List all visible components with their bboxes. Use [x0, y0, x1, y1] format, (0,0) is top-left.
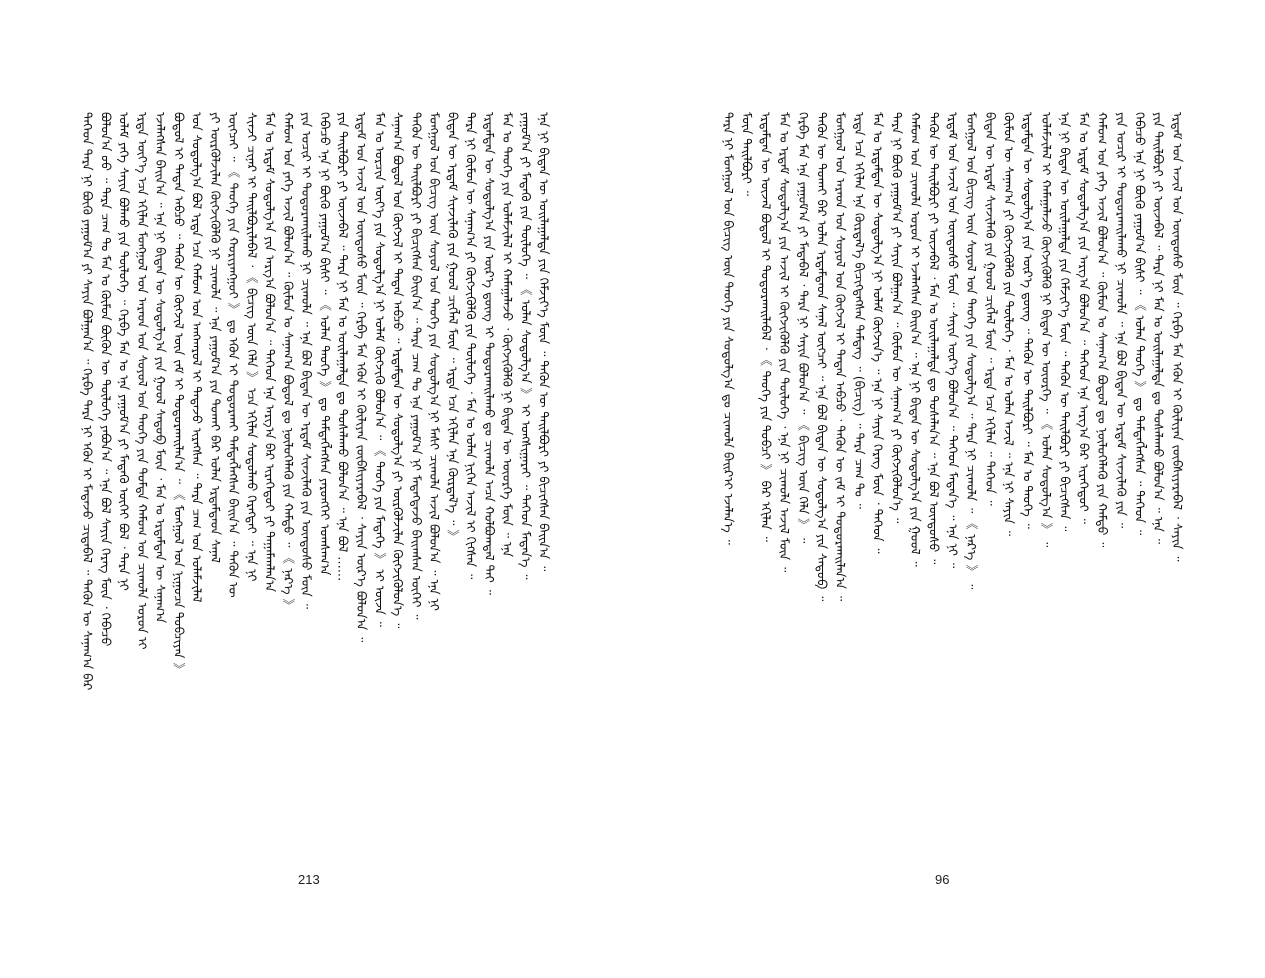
text-column: ᠮᠠᠨ ᠤ ᠡᠷᠳᠡᠮ ᠰᠤᠳᠤᠯᠭ᠎ᠠ ᠶᠢᠨ ᠠᠷᠭ᠎ᠠ ᠪᠣᠯᠤᠨ᠎ᠠ ᠃ ᠲᠡᠭᠡᠳ ᠡᠨᠡ ᠠᠷᠭ᠎ᠠ ᠪᠠᠷ ᠢᠷᠡᠭᠡᠳᠦᠢ ᠃: [1076, 112, 1092, 524]
text-column: ᠬᠡᠷᠪᠡ ᠮᠠᠨ ᠡᠨᠡ ᠶᠠᠭᠤᠮ᠎ᠠ ᠶᠢ ᠮᠡᠳᠡᠪᠡᠯ ᠂ ᠲᠡᠷᠡ ᠨᠢ ᠰᠠᠶᠢᠨ ᠪᠣᠯᠤᠨ᠎ᠠ ᠃ 《 ᠪᠢᠴᠢᠭ ᠦᠨ ᠬᠡᠯᠡ 》 ᠃: [795, 112, 811, 544]
text-column: ᠪᠣᠯᠤᠨ᠎ᠠ ᠦᠦ ᠃ ᠲᠡᠷᠡ ᠴᠠᠭ ᠲᠤ ᠮᠠᠨ ᠤ ᠬᠦᠮᠦᠨ ᠪᠦᠬᠦᠨ ᠦ ᠲᠦᠯᠦᠭᠡ ᠶᠠᠪᠤᠨ᠎ᠠ ᠃ ᠡᠨᠡ ᠪᠣᠯ ᠰᠠᠶᠢᠨ ᠬᠡᠷᠡᠭ ᠮᠦᠨ ᠂ ᠭᠡᠪᠡᠴᠦ: [98, 112, 114, 647]
text-column: ᠡᠷᠲᠡ ᠡᠴᠡ ᠡᠬᠢᠯᠡᠨ ᠡᠨᠡ ᠬᠦᠷᠲᠡᠯ᠎ᠡ ᠪᠢᠴᠢᠭᠳᠡᠭᠰᠡᠨ ᠲᠡᠮᠳᠡᠭ ᠃ (ᠪᠢᠴᠢᠭ) ᠃ ᠲᠡᠷᠡ ᠴᠠᠭ ᠲᠤ ᠃: [851, 112, 867, 509]
text-column: ᠬᠠᠮᠤᠭ ᠤᠨ ᠶᠡᠬᠡ ᠠᠵᠢᠯ ᠪᠣᠯᠤᠨ᠎ᠠ ᠃ ᠬᠦᠮᠦᠨ ᠤ ᠰᠠᠨᠠᠭ᠎ᠠ ᠪᠣᠳᠤᠯ ᠳᠤ ᠨᠥᠯᠦᠭᠡᠯᠡᠬᠦ ᠶᠢᠨ ᠬᠠᠮᠲᠤ ᠃: [1095, 112, 1111, 548]
text-column: ᠤᠨ ᠰᠤᠳᠤᠯᠭ᠎ᠠ ᠪᠣᠯ ᠡᠷᠲᠡ ᠡᠴᠡ ᠬᠠᠮᠤᠭ ᠤᠨ ᠠᠩᠬᠠᠷᠤᠯ ᠢ ᠲᠠᠲᠠᠵᠤ ᠢᠷᠡᠭᠰᠡᠨ ᠃ ᠲᠡᠷᠡ ᠴᠠᠭ ᠤᠨ ᠤᠯᠠᠮᠵᠢᠯᠠᠯ: [189, 112, 205, 603]
right-page: [633, 0, 1265, 978]
text-column: ᠭᠡᠪᠡᠴᠦ ᠡᠨᠡ ᠨᠢ ᠪᠦᠬᠦ ᠶᠠᠭᠤᠮ᠎ᠠ ᠪᠢᠰᠢ ᠃ 《 ᠣᠯᠠᠨ ᠲᠡᠦᠬᠡ 》 ᠳᠤ ᠲᠡᠮᠳᠡᠭᠯᠡᠭᠰᠡᠨ ᠃ ᠲᠡᠭᠡᠳ ᠃: [1132, 112, 1148, 536]
text-column: ᠶᠢ ᠦᠷᠭᠦᠯᠵᠢᠯᠡᠨ ᠬᠥᠭᠵᠢᠭᠦᠯᠬᠦ ᠨᠢ ᠴᠢᠬᠤᠯᠠ ᠃ ᠡᠨᠡ ᠶᠠᠭᠤᠮ᠎ᠠ ᠶᠢᠨ ᠲᠤᠬᠠᠢ ᠪᠠᠷ ᠣᠯᠠᠨ ᠡᠷᠳᠡᠮᠲᠡᠳ ᠰᠠᠨᠠᠯ: [207, 112, 223, 563]
text-column: ᠲᠡᠭᠦᠨ ᠦ ᠲᠠᠢᠯᠪᠤᠷᠢ ᠶᠢ ᠦᠵᠡᠪᠡᠯ ᠂ ᠮᠠᠨ ᠤ ᠣᠢᠯᠠᠭᠠᠯᠲᠠ ᠳᠤ ᠲᠤᠰᠠᠯᠠᠨ᠎ᠠ ᠃ ᠡᠨᠡ ᠪᠣᠯ ᠦᠨᠳᠦᠰᠦ ᠃: [926, 112, 942, 565]
text-column: ᠪᠣᠳᠤᠯ ᠢ ᠲᠠᠲᠠᠨ ᠠᠪᠴᠤ ᠃ ᠲᠡᠭᠦᠨ ᠦ ᠬᠥᠭᠵᠢᠯ ᠦᠨ ᠵᠠᠮ ᠢ ᠲᠣᠳᠣᠷᠬᠠᠢᠯᠠᠨ᠎ᠠ ᠃ 《 ᠮᠣᠩᠭᠣᠯ ᠤᠨ ᠨᠢᠭᠤᠴᠠ ᠲᠣᠪᠴᠢᠶᠠᠨ 》: [171, 112, 187, 676]
text-column: ᠪᠢᠳᠡᠨ ᠦ ᠡᠷᠳᠡᠮ ᠰᠢᠨᠵᠢᠯᠡᠬᠦ ᠶᠢᠨ ᠭᠣᠣᠯ ᠴᠢᠭᠯᠡᠯ ᠮᠦᠨ ᠃ ᠡᠷᠲᠡ ᠡᠴᠡ ᠡᠬᠢᠯᠡᠨ ᠃ ᠲᠡᠭᠡᠳ ᠃: [982, 112, 998, 506]
text-column: ᠡᠨᠡ ᠨᠢ ᠪᠢᠳᠡᠨ ᠦ ᠣᠢᠯᠠᠭᠠᠯᠲᠠ ᠶᠢᠨ ᠬᠡᠮᠵᠢᠶ᠎ᠡ ᠮᠦᠨ ᠃ ᠲᠡᠭᠦᠨ ᠦ ᠲᠠᠢᠯᠪᠤᠷᠢ ᠶᠢ ᠪᠢᠴᠢᠭᠰᠡᠨ ᠪᠠᠢᠨ᠎ᠠ ᠃: [536, 112, 552, 572]
text-column: ᠡᠷᠳᠡᠮ ᠤᠨ ᠠᠵᠢᠯ ᠤᠨ ᠦᠨᠳᠦᠰᠦ ᠮᠦᠨ ᠃ ᠰᠠᠶᠢᠨ ᠦᠷ᠎ᠡ ᠪᠣᠯᠤᠨ᠎ᠠ ᠃ ᠲᠡᠭᠡᠳ ᠮᠡᠳᠡᠨ᠎ᠡ ᠃ ᠡᠨᠡ ᠨᠢ ᠃: [945, 112, 961, 569]
text-column: ᠶᠢᠨ ᠲᠠᠢᠯᠪᠤᠷᠢ ᠶᠢ ᠦᠵᠡᠪᠡᠯ ᠃ ᠲᠡᠷᠡ ᠨᠢ ᠮᠠᠨ ᠤ ᠣᠢᠯᠠᠭᠠᠯᠲᠠ ᠳᠤ ᠲᠤᠰᠠᠯᠠᠬᠤ ᠪᠣᠯᠤᠨ᠎ᠠ ᠃ ᠡᠨᠡ ᠪᠣᠯ ……: [335, 112, 351, 582]
text-column: ᠤᠯᠠᠮ ᠶᠡᠬᠡ ᠰᠠᠶᠢᠨ ᠪᠣᠯᠬᠤ ᠶᠢᠨ ᠲᠥᠯᠦᠭᠡ ᠃ ᠬᠡᠷᠪᠡ ᠮᠠᠨ ᠤ ᠡᠨᠡ ᠶᠠᠭᠤᠮ᠎ᠠ ᠶᠢ ᠮᠡᠳᠡᠬᠦ ᠦᠭᠡᠢ ᠪᠣᠯ ᠂ ᠲᠡᠷᠡ ᠨᠢ: [116, 112, 132, 591]
text-column: ᠶᠠᠭᠤᠮ᠎ᠠ ᠶᠢ ᠮᠡᠳᠡᠬᠦ ᠶᠢᠨ ᠲᠥᠯᠦᠭᠡ ᠃ 《 ᠣᠯᠠᠨ ᠰᠤᠳᠤᠯᠭ᠎ᠠ 》 ᠢ ᠤᠩᠰᠢᠭᠠᠷᠠᠢ ᠃ ᠲᠡᠭᠡᠳ ᠮᠡᠳᠡᠨ᠎ᠡ ᠃: [518, 112, 534, 580]
text-column: ᠮᠠᠨ ᠤ ᠲᠡᠦᠬᠡ ᠶᠢᠨ ᠤᠯᠠᠮᠵᠢᠯᠠᠯ ᠢ ᠬᠠᠮᠠᠭᠠᠯᠠᠵᠤ ᠂ ᠬᠥᠭᠵᠢᠭᠦᠯᠬᠦ ᠨᠢ ᠪᠢᠳᠡᠨ ᠦ ᠦᠦᠷᠭᠡ ᠮᠦᠨ ᠃ ᠡᠨᠡ: [500, 112, 516, 558]
text-column: ᠡᠷᠳᠡᠮᠲᠡᠨ ᠦ ᠦᠵᠡᠯ ᠪᠣᠳᠤᠯ ᠢ ᠲᠣᠳᠣᠷᠬᠠᠢᠯᠠᠪᠠᠯ ᠂ 《 ᠲᠡᠦᠬᠡ ᠶᠢᠨ ᠲᠣᠪᠴᠢ 》 ᠪᠠᠷ ᠡᠬᠢᠯᠡᠨ ᠃: [758, 112, 774, 542]
right-page-number: 96: [935, 872, 950, 887]
text-column: ᠬᠠᠮᠤᠭ ᠤᠨ ᠴᠢᠬᠤᠯᠠ ᠣᠷᠤᠨ ᠢ ᠡᠵᠡᠯᠡᠭᠰᠡᠨ ᠪᠠᠢᠨ᠎ᠠ ᠃ ᠡᠨᠡ ᠨᠢ ᠪᠢᠳᠡᠨ ᠦ ᠰᠤᠳᠤᠯᠭ᠎ᠠ ᠶᠢᠨ ᠭᠣᠣᠯ ᠃: [908, 112, 924, 567]
text-column: ᠰᠠᠨᠠᠭ᠎ᠠ ᠪᠣᠳᠤᠯ ᠤᠨ ᠬᠥᠭᠵᠢᠯ ᠢ ᠲᠠᠲᠠᠨ ᠠᠪᠴᠤ ᠃ ᠡᠷᠳᠡᠮᠲᠡᠨ ᠦ ᠰᠤᠳᠤᠯᠭ᠎ᠠ ᠶᠢ ᠦᠷᠭᠦᠯᠵᠢᠯᠡᠨ ᠬᠥᠭᠵᠢᠭᠦᠯᠦᠨ᠎ᠡ ᠃: [390, 112, 406, 629]
text-column: ᠲᠡᠭᠦᠨ ᠦ ᠲᠤᠬᠠᠢ ᠪᠠᠷ ᠣᠯᠠᠨ ᠡᠷᠳᠡᠮᠲᠡᠳ ᠰᠠᠨᠠᠯ ᠥᠭᠴᠡᠢ ᠃ ᠡᠨᠡ ᠪᠣᠯ ᠪᠢᠳᠡᠨ ᠦ ᠰᠤᠳᠤᠯᠭ᠎ᠠ ᠶᠢᠨ ᠰᠡᠳᠦᠪ ᠃: [814, 112, 830, 602]
text-column: ᠡᠷᠳᠡᠮᠲᠡᠨ ᠦ ᠰᠤᠳᠤᠯᠭ᠎ᠠ ᠶᠢᠨ ᠦᠷ᠎ᠡ ᠳ᠋ᠦᠩ ᠃ ᠲᠡᠭᠦᠨ ᠦ ᠲᠠᠢᠯᠪᠤᠷᠢ ᠃ ᠮᠠᠨ ᠤ ᠲᠡᠦᠬᠡ ᠃: [1020, 112, 1036, 529]
left-page-text-block: [80, 112, 552, 854]
text-column: ᠰᠢᠨᠵᠢ ᠴᠢᠨᠠᠷ ᠢ ᠲᠠᠢᠯᠪᠤᠷᠢᠯᠠᠪᠠᠯ ᠂ 《 ᠪᠢᠴᠢᠭ ᠦᠨ ᠬᠡᠯᠡ 》 ᠡᠴᠡ ᠡᠬᠢᠯᠡᠨ ᠰᠤᠳᠤᠯᠬᠤ ᠬᠡᠷᠡᠭᠲᠡᠢ ᠃ ᠡᠨᠡ ᠨᠢ: [244, 112, 260, 582]
text-column: ᠮᠣᠩᠭᠣᠯ ᠤᠨ ᠪᠢᠴᠢᠭ ᠦᠨ ᠰᠤᠶᠤᠯ ᠤᠨ ᠲᠡᠦᠬᠡ ᠶᠢᠨ ᠰᠤᠳᠤᠯᠭ᠎ᠠ ᠨᠢ ᠮᠠᠰᠢ ᠴᠢᠬᠤᠯᠠ ᠠᠵᠢᠯ ᠪᠣᠯᠤᠨ᠎ᠠ ᠃ ᠡᠨᠡ ᠨᠢ: [427, 112, 443, 611]
text-column: ᠥᠭᠴᠡᠢ ᠃ 《 ᠲᠡᠦᠬᠡ ᠶᠢᠨ ᠬᠣᠷᠢᠶᠠᠩᠭᠤᠢ 》 ᠳᠤ ᠡᠭᠦᠨ ᠢ ᠲᠣᠳᠣᠷᠬᠠᠢ ᠲᠡᠮᠳᠡᠭᠯᠡᠭᠰᠡᠨ ᠪᠠᠢᠨ᠎ᠠ ᠃ ᠲᠡᠭᠦᠨ ᠦ: [226, 112, 242, 598]
right-page-text-block: [721, 112, 1185, 854]
text-column: ᠮᠣᠩᠭᠣᠯ ᠤᠨ ᠪᠢᠴᠢᠭ ᠦᠨ ᠰᠤᠶᠤᠯ ᠤᠨ ᠲᠡᠦᠬᠡ ᠶᠢᠨ ᠰᠤᠳᠤᠯᠭ᠎ᠠ ᠃ ᠲᠡᠷᠡ ᠨᠢ ᠴᠢᠬᠤᠯᠠ ᠃ 《 ᠨᠡᠷ᠎ᠡ 》 ᠃: [964, 112, 980, 590]
text-column: ᠡᠷᠳᠡᠮᠲᠡᠨ ᠦ ᠰᠤᠳᠤᠯᠭ᠎ᠠ ᠶᠢᠨ ᠦᠷ᠎ᠡ ᠳ᠋ᠦᠩ ᠢ ᠲᠣᠳᠣᠷᠬᠠᠢᠯᠠᠬᠤ ᠳᠤ ᠴᠢᠬᠤᠯᠠ ᠠᠴᠠ ᠬᠣᠯᠪᠣᠭᠳᠠᠯ ᠲᠠᠢ ᠃: [481, 112, 497, 595]
text-column: ᠪᠢᠳᠡᠨ ᠦ ᠡᠷᠳᠡᠮ ᠰᠢᠨᠵᠢᠯᠡᠬᠦ ᠶᠢᠨ ᠭᠣᠣᠯ ᠴᠢᠭᠯᠡᠯ ᠮᠦᠨ ᠃ ᠡᠷᠲᠡ ᠡᠴᠡ ᠡᠬᠢᠯᠡᠨ ᠡᠨᠡ ᠬᠦᠷᠲᠡᠯ᠎ᠡ ᠃ 》: [445, 112, 461, 543]
text-column: ᠶᠢᠨ ᠤᠴᠢᠷ ᠢ ᠲᠣᠳᠣᠷᠬᠠᠢᠯᠠᠬᠤ ᠨᠢ ᠴᠢᠬᠤᠯᠠ ᠃ ᠡᠨᠡ ᠪᠣᠯ ᠪᠢᠳᠡᠨ ᠦ ᠡᠷᠳᠡᠮ ᠰᠢᠨᠵᠢᠯᠡᠬᠦ ᠶᠢᠨ ᠃: [1113, 112, 1129, 529]
text-column: ᠬᠠᠮᠤᠭ ᠤᠨ ᠶᠡᠬᠡ ᠠᠵᠢᠯ ᠪᠣᠯᠤᠨ᠎ᠠ ᠃ ᠬᠦᠮᠦᠨ ᠤ ᠰᠠᠨᠠᠭ᠎ᠠ ᠪᠣᠳᠤᠯ ᠳᠤ ᠨᠥᠯᠦᠭᠡᠯᠡᠬᠦ ᠶᠢᠨ ᠬᠠᠮᠲᠤ ᠃ 《 ᠨᠡᠷ᠎ᠡ 》: [280, 112, 296, 612]
text-column: ᠲᠡᠷᠡ ᠨᠢ ᠮᠣᠩᠭᠣᠯ ᠤᠨ ᠪᠢᠴᠢᠭ ᠦᠨ ᠲᠡᠦᠬᠡ ᠶᠢᠨ ᠰᠤᠳᠤᠯᠭ᠎ᠠ ᠳᠤ ᠴᠢᠬᠤᠯᠠ ᠪᠠᠢᠷ᠎ᠢ ᠡᠵᠡᠯᠡᠨ᠎ᠡ ᠃: [721, 112, 736, 545]
text-column: ᠭᠡᠪᠡᠴᠦ ᠡᠨᠡ ᠨᠢ ᠪᠦᠬᠦ ᠶᠠᠭᠤᠮ᠎ᠠ ᠪᠢᠰᠢ ᠃ 《 ᠣᠯᠠᠨ ᠲᠡᠦᠬᠡ 》 ᠳᠤ ᠲᠡᠮᠳᠡᠭᠯᠡᠭᠰᠡᠨ ᠶᠡᠷᠦᠩᠬᠡᠢ ᠤᠭᠰᠠᠭ᠎ᠠ: [317, 112, 333, 576]
text-column: ᠲᠡᠷᠡ ᠨᠢ ᠪᠦᠬᠦ ᠶᠠᠭᠤᠮ᠎ᠠ ᠶᠢ ᠰᠠᠶᠢᠨ ᠪᠣᠯᠭᠠᠨ᠎ᠠ ᠃ ᠬᠦᠮᠦᠨ ᠦ ᠰᠠᠨᠠᠭ᠎ᠠ ᠶᠢ ᠬᠥᠭᠵᠢᠭᠦᠯᠦᠨ᠎ᠡ ᠃: [889, 112, 905, 524]
text-column: ᠮᠣᠩᠭᠣᠯ ᠤᠨ ᠠᠷᠠᠳ ᠤᠨ ᠰᠣᠶᠣᠯ ᠤᠨ ᠬᠥᠭᠵᠢᠯ ᠢ ᠲᠠᠲᠠᠨ ᠠᠪᠴᠤ ᠂ ᠲᠡᠭᠦᠨ ᠦ ᠵᠠᠮ ᠢ ᠲᠣᠳᠣᠷᠬᠠᠢᠯᠠᠨ᠎ᠠ ᠃: [833, 112, 849, 602]
text-column: ᠡᠷᠳᠡᠮ ᠤᠨ ᠠᠵᠢᠯ ᠤᠨ ᠦᠨᠳᠦᠰᠦ ᠮᠦᠨ ᠃ ᠬᠡᠷᠪᠡ ᠮᠠᠨ ᠡᠭᠦᠨ ᠢ ᠬᠦᠯᠢᠶᠡᠨ ᠵᠥᠪᠰᠢᠶᠡᠷᠡᠪᠡᠯ ᠂ ᠰᠠᠶᠢᠨ ᠃: [1169, 112, 1185, 562]
text-column: ᠡᠵᠡᠯᠡᠭᠰᠡᠨ ᠪᠠᠢᠨ᠎ᠠ ᠃ ᠡᠨᠡ ᠨᠢ ᠪᠢᠳᠡᠨ ᠦ ᠰᠤᠳᠤᠯᠭ᠎ᠠ ᠶᠢᠨ ᠭᠣᠣᠯ ᠰᠡᠳᠦᠪ ᠮᠦᠨ ᠂ ᠮᠠᠨ ᠤ ᠡᠷᠳᠡᠮᠲᠡᠨ ᠦ ᠰᠠᠨᠠᠭ᠎ᠠ: [153, 112, 169, 624]
left-page: [0, 0, 632, 978]
text-column: ᠮᠠᠨ ᠤ ᠡᠷᠳᠡᠮᠲᠡᠨ ᠦ ᠰᠤᠳᠤᠯᠭ᠎ᠠ ᠨᠢ ᠤᠯᠠᠮ ᠬᠥᠭᠵᠢᠨ᠎ᠡ ᠃ ᠡᠨᠡ ᠨᠢ ᠰᠠᠶᠢᠨ ᠬᠡᠷᠡᠭ ᠮᠦᠨ ᠂ ᠲᠡᠭᠡᠳ ᠃: [870, 112, 886, 554]
text-column: ᠮᠠᠨ ᠤ ᠣᠷᠴᠢᠨ ᠦᠶ᠎ᠡ ᠶᠢᠨ ᠰᠤᠳᠤᠯᠭ᠎ᠠ ᠨᠢ ᠤᠯᠠᠮ ᠬᠥᠭᠵᠢᠬᠦ ᠪᠣᠯᠤᠨ᠎ᠠ ᠃ 《 ᠲᠡᠦᠬᠡ ᠶᠢᠨ ᠮᠡᠳᠡᠭᠡ 》 ᠢ ᠦᠵᠡ ᠃: [372, 112, 388, 627]
text-column: ᠲᠡᠭᠡᠳ ᠲᠡᠷᠡ ᠨᠢ ᠪᠦᠬᠦ ᠶᠠᠭᠤᠮ᠎ᠠ ᠶᠢ ᠰᠠᠶᠢᠨ ᠪᠣᠯᠭᠠᠨ᠎ᠠ ᠃ ᠬᠡᠷᠪᠡ ᠲᠡᠷᠡ ᠨᠢ ᠡᠭᠦᠨ ᠢ ᠮᠡᠳᠡᠵᠦ ᠴᠢᠳᠠᠪᠠᠯ ᠃ ᠲᠡᠭᠦᠨ ᠦ ᠰᠠᠨᠠᠭ᠎ᠠ ᠪᠡᠷ: [80, 112, 95, 691]
text-column: ᠶᠢᠨ ᠲᠠᠢᠯᠪᠤᠷᠢ ᠶᠢ ᠦᠵᠡᠪᠡᠯ ᠃ ᠲᠡᠷᠡ ᠨᠢ ᠮᠠᠨ ᠤ ᠣᠢᠯᠠᠭᠠᠯᠲᠠ ᠳᠤ ᠲᠤᠰᠠᠯᠠᠬᠤ ᠪᠣᠯᠤᠨ᠎ᠠ ᠃ ᠡᠨᠡ ᠃: [1151, 112, 1167, 545]
text-column: ᠤᠯᠠᠮᠵᠢᠯᠠᠯ ᠢ ᠬᠠᠮᠠᠭᠠᠯᠠᠵᠤ ᠬᠥᠭᠵᠢᠭᠦᠯᠬᠦ ᠨᠢ ᠪᠢᠳᠡᠨ ᠦ ᠦᠦᠷᠭᠡ ᠃ 《 ᠣᠯᠠᠨ ᠰᠤᠳᠤᠯᠭ᠎ᠠ 》 ᠃: [1038, 112, 1054, 548]
text-column: ᠮᠦᠨ ᠲᠠᠢᠯᠪᠤᠷᠢ ᠃: [739, 112, 755, 197]
text-column: ᠲᠡᠭᠦᠨ ᠦ ᠲᠠᠢᠯᠪᠤᠷᠢ ᠶᠢ ᠪᠢᠴᠢᠭᠰᠡᠨ ᠪᠠᠢᠨ᠎ᠠ ᠃ ᠲᠡᠷᠡ ᠴᠠᠭ ᠲᠤ ᠡᠨᠡ ᠶᠠᠭᠤᠮ᠎ᠠ ᠨᠢ ᠮᠡᠳᠡᠭᠳᠡᠵᠦ ᠪᠠᠢᠭᠰᠠᠨ ᠦᠭᠡᠢ ᠃: [408, 112, 424, 620]
left-page-number: 213: [298, 872, 320, 887]
text-column: ᠲᠡᠷᠡ ᠨᠢ ᠬᠦᠮᠦᠨ ᠦ ᠰᠠᠨᠠᠭ᠎ᠠ ᠶᠢ ᠬᠥᠭᠵᠢᠭᠦᠯᠬᠦ ᠶᠢᠨ ᠲᠥᠯᠦᠭᠡ ᠂ ᠮᠠᠨ ᠤ ᠣᠯᠠᠨ ᠨᠢᠭᠡᠨ ᠠᠵᠢᠯ ᠢ ᠬᠢᠭᠰᠡᠨ ᠃: [463, 112, 479, 580]
text-column: ᠮᠠᠨ ᠤ ᠡᠷᠳᠡᠮ ᠰᠤᠳᠤᠯᠭ᠎ᠠ ᠶᠢᠨ ᠠᠵᠢᠯ ᠢ ᠬᠥᠭᠵᠢᠭᠦᠯᠬᠦ ᠶᠢᠨ ᠲᠥᠯᠦᠭᠡ ᠂ ᠡᠨᠡ ᠨᠢ ᠴᠢᠬᠤᠯᠠ ᠠᠵᠢᠯ ᠮᠦᠨ ᠃: [777, 112, 793, 573]
text-column: ᠡᠷᠲᠡ ᠦᠶ᠎ᠡ ᠡᠴᠡ ᠡᠬᠢᠯᠡᠨ ᠮᠣᠩᠭᠣᠯ ᠤᠨ ᠠᠷᠠᠳ ᠤᠨ ᠰᠣᠶᠣᠯ ᠤᠨ ᠲᠡᠦᠬᠡ ᠶᠢᠨ ᠳᠤᠮᠳᠠ ᠬᠠᠮᠤᠭ ᠤᠨ ᠴᠢᠬᠤᠯᠠ ᠣᠷᠤᠨ ᠢ: [134, 112, 150, 650]
text-column: ᠡᠷᠳᠡᠮ ᠤᠨ ᠠᠵᠢᠯ ᠤᠨ ᠦᠨᠳᠦᠰᠦ ᠮᠦᠨ ᠃ ᠬᠡᠷᠪᠡ ᠮᠠᠨ ᠡᠭᠦᠨ ᠢ ᠬᠦᠯᠢᠶᠡᠨ ᠵᠥᠪᠰᠢᠶᠡᠷᠡᠪᠡᠯ ᠂ ᠰᠠᠶᠢᠨ ᠦᠷ᠎ᠡ ᠪᠣᠯᠤᠨ᠎ᠠ ᠃: [353, 112, 369, 643]
text-column: ᠶᠢᠨ ᠤᠴᠢᠷ ᠢ ᠲᠣᠳᠣᠷᠬᠠᠢᠯᠠᠬᠤ ᠨᠢ ᠴᠢᠬᠤᠯᠠ ᠃ ᠡᠨᠡ ᠪᠣᠯ ᠪᠢᠳᠡᠨ ᠦ ᠡᠷᠳᠡᠮ ᠰᠢᠨᠵᠢᠯᠡᠬᠦ ᠶᠢᠨ ᠦᠨᠳᠦᠰᠦ ᠮᠦᠨ ᠃: [299, 112, 315, 609]
text-column: ᠬᠦᠮᠦᠨ ᠦ ᠰᠠᠨᠠᠭ᠎ᠠ ᠶᠢ ᠬᠥᠭᠵᠢᠭᠦᠯᠬᠦ ᠶᠢᠨ ᠲᠥᠯᠦᠭᠡ ᠂ ᠮᠠᠨ ᠤ ᠣᠯᠠᠨ ᠠᠵᠢᠯ ᠃ ᠡᠨᠡ ᠨᠢ ᠰᠠᠶᠢᠨ ᠃: [1001, 112, 1017, 536]
text-column: ᠡᠨᠡ ᠨᠢ ᠪᠢᠳᠡᠨ ᠦ ᠣᠢᠯᠠᠭᠠᠯᠲᠠ ᠶᠢᠨ ᠬᠡᠮᠵᠢᠶ᠎ᠡ ᠮᠦᠨ ᠃ ᠲᠡᠭᠦᠨ ᠦ ᠲᠠᠢᠯᠪᠤᠷᠢ ᠶᠢ ᠪᠢᠴᠢᠭᠰᠡᠨ ᠃: [1057, 112, 1073, 532]
text-column: ᠮᠠᠨ ᠤ ᠡᠷᠳᠡᠮ ᠰᠤᠳᠤᠯᠭ᠎ᠠ ᠶᠢᠨ ᠠᠷᠭ᠎ᠠ ᠪᠣᠯᠤᠨ᠎ᠠ ᠃ ᠲᠡᠭᠡᠳ ᠡᠨᠡ ᠠᠷᠭ᠎ᠠ ᠪᠠᠷ ᠢᠷᠡᠭᠡᠳᠦᠢ ᠶᠢ ᠲᠠᠭᠠᠮᠠᠭᠯᠠᠨ᠎ᠠ: [262, 112, 278, 592]
